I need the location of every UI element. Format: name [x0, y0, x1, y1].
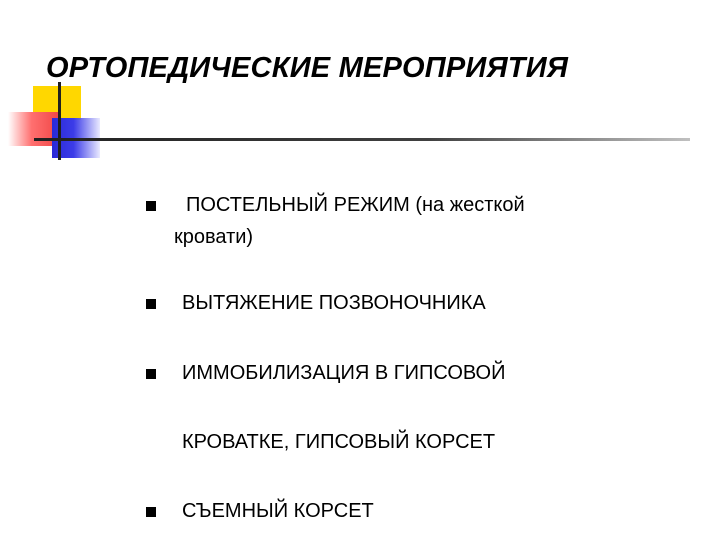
title-underline	[34, 138, 690, 141]
item-3-line-2: КРОВАТКЕ, ГИПСОВЫЙ КОРСЕТ	[182, 431, 496, 453]
item-1-line-2: кровати)	[174, 226, 254, 248]
bullet-4	[146, 507, 156, 517]
bullet-3	[146, 369, 156, 379]
item-2-line-1: ВЫТЯЖЕНИЕ ПОЗВОНОЧНИКА	[182, 292, 486, 314]
item-4-line-1: СЪЕМНЫЙ КОРСЕТ	[182, 500, 374, 522]
decor-vertical-line	[58, 82, 61, 160]
item-1-line-1: ПОСТЕЛЬНЫЙ РЕЖИМ (на жесткой	[186, 194, 525, 216]
bullet-2	[146, 299, 156, 309]
bullet-1	[146, 201, 156, 211]
slide-title: ОРТОПЕДИЧЕСКИЕ МЕРОПРИЯТИЯ	[46, 52, 569, 84]
item-3-line-1: ИММОБИЛИЗАЦИЯ В ГИПСОВОЙ	[182, 362, 506, 384]
